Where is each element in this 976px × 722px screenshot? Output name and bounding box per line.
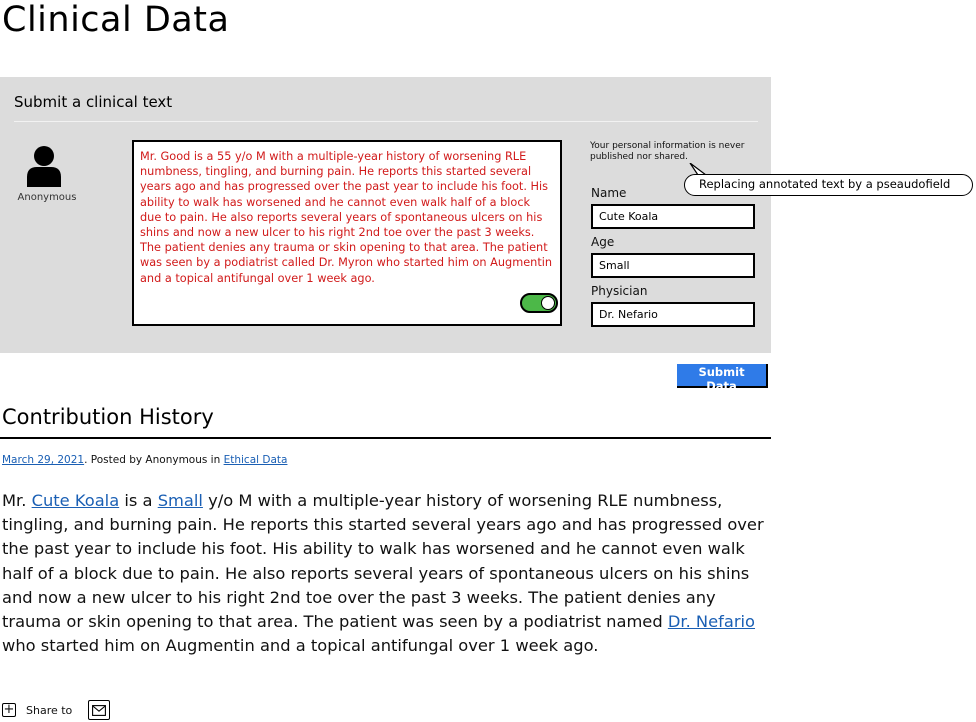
post-date-link[interactable]: March 29, 2021: [2, 454, 85, 466]
plus-icon[interactable]: +: [3, 702, 15, 717]
history-title: Contribution History: [2, 405, 214, 429]
panel-divider: [14, 121, 758, 122]
post-text: y/o M with a multiple-year history of worsening RLE numbness, tingling, and burning pain. He reports this started several years ago and has progressed over the past year to include his foot. His ability to walk has worsened and he cannot even walk half of a block due to pain. He also reports several years of spontaneous ulcers on his shins and now a new ulcer to his right 2nd toe over the past 3 weeks. The patient denies any trauma or skin opening to that area. The patient was seen by a podiatrist named: [2, 491, 764, 632]
post-text: Mr.: [2, 491, 32, 510]
physician-field[interactable]: [591, 302, 755, 327]
posted-by-text: . Posted by Anonymous in: [84, 454, 224, 466]
post-body: [2, 489, 774, 658]
category-link[interactable]: Ethical Data: [223, 454, 288, 466]
share-bar: [2, 698, 110, 722]
age-label: Age: [591, 235, 615, 249]
avatar-label: Anonymous: [17, 192, 77, 203]
anonymize-toggle[interactable]: [520, 293, 558, 313]
page-title: Clinical Data: [2, 0, 230, 40]
clinical-text-input[interactable]: [132, 140, 562, 326]
clinical-text-content: Mr. Good is a 55 y/o M with a multiple-year history of worsening RLE numbness, tingling, and burning pain. He reports this started several years ago and has progressed over the past year to include his foot. His ability to walk has worsened and he cannot even walk half of a block due to pain. He also reports several years of spontaneous ulcers on his shins and now a new ulcer to his right 2nd toe over the past 3 weeks. The patient denies any trauma or skin opening to that area. The patient was seen by a podiatrist called Dr. Myron who started him on Augmentin and a topical antifungal over 1 week ago.: [140, 150, 553, 285]
name-label: Name: [591, 186, 627, 200]
mail-share-button[interactable]: [88, 700, 110, 720]
post-meta: [2, 454, 287, 466]
annotation-callout: Replacing annotated text by a pseaudofield: [684, 174, 973, 196]
mail-icon: [92, 705, 106, 716]
name-pseudofield-link[interactable]: Cute Koala: [31, 491, 120, 510]
physician-pseudofield-link[interactable]: Dr. Nefario: [667, 612, 756, 632]
submit-panel: [0, 77, 771, 353]
toggle-knob: [541, 296, 555, 310]
panel-title: Submit a clinical text: [14, 93, 173, 111]
age-pseudofield-link[interactable]: Small: [157, 491, 203, 510]
privacy-note: Your personal information is never published nor shared.: [590, 141, 745, 162]
history-divider: [0, 437, 771, 439]
post-text: is a: [119, 491, 158, 510]
user-avatar-icon: [25, 145, 63, 187]
share-label: Share to: [26, 703, 73, 717]
post-text: who started him on Augmentin and a topical antifungal over 1 week ago.: [2, 636, 599, 656]
name-field[interactable]: [591, 204, 755, 229]
physician-label: Physician: [591, 284, 648, 298]
submit-data-button[interactable]: Submit Data: [677, 364, 768, 388]
age-field[interactable]: [591, 253, 755, 278]
